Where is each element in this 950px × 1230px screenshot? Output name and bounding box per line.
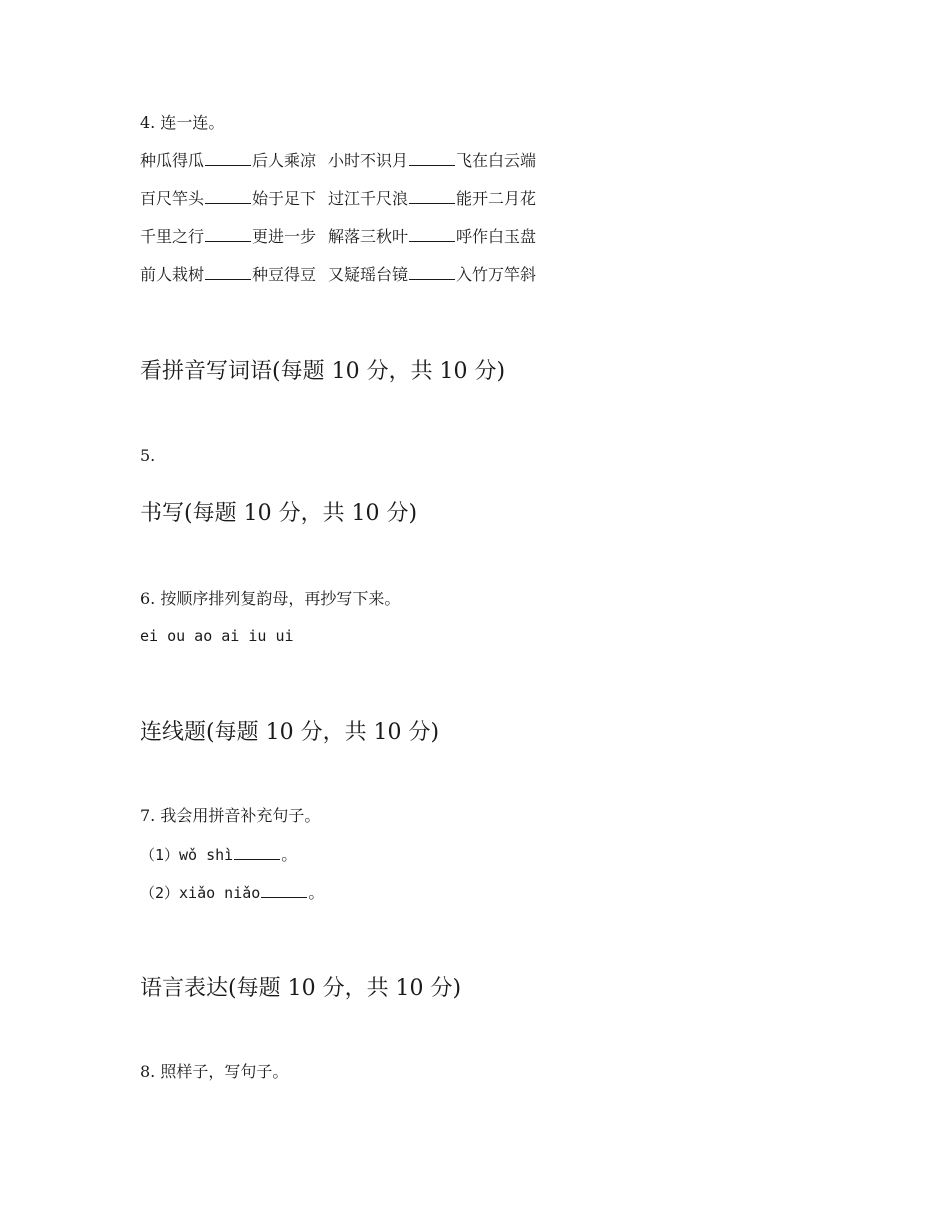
q5-title: 5. [140,446,156,465]
q7-item-2-prompt: （2）xiǎo niǎo [140,884,261,902]
q4-right-pair [328,265,536,285]
q8-title: 8. 照样子，写句子。 [140,1062,289,1081]
q4-right-term: 解落三秋叶 [328,227,409,246]
q4-left-term: 千里之行 [140,227,205,246]
section-heading-expression: 语言表达(每题 10 分，共 10 分) [140,976,462,1001]
q4-right-term: 小时不识月 [328,151,409,170]
q4-left-pair [140,189,316,209]
q4-title: 4. 连一连。 [140,113,225,132]
answer-blank[interactable] [409,151,455,166]
q7-item-2-end: 。 [308,883,325,902]
q6-letters: ei ou ao ai iu ui [140,627,294,645]
q4-row-3 [140,227,536,247]
q4-left-match: 始于足下 [252,189,317,208]
q4-left-match: 后人乘凉 [252,151,317,170]
q4-right-match: 能开二月花 [456,189,537,208]
q7-item-1 [140,845,297,865]
q4-left-pair [140,265,316,285]
answer-blank[interactable] [205,227,251,242]
answer-blank[interactable] [205,189,251,204]
answer-blank[interactable] [409,227,455,242]
q4-right-pair [328,189,536,209]
q4-row-4 [140,265,536,285]
q6-title: 6. 按顺序排列复韵母，再抄写下来。 [140,589,401,608]
answer-blank[interactable] [409,265,455,280]
q4-left-term: 种瓜得瓜 [140,151,205,170]
section-heading-writing: 书写(每题 10 分，共 10 分) [140,501,418,526]
q4-row-1 [140,151,536,171]
section-heading-matching: 连线题(每题 10 分，共 10 分) [140,720,440,745]
q4-left-pair [140,151,316,171]
q4-left-term: 百尺竿头 [140,189,205,208]
answer-blank[interactable] [205,265,251,280]
answer-blank[interactable] [234,845,280,860]
q4-left-match: 更进一步 [252,227,317,246]
q7-item-2 [140,883,324,903]
q4-right-term: 过江千尺浪 [328,189,409,208]
q4-right-match: 呼作白玉盘 [456,227,537,246]
answer-blank[interactable] [409,189,455,204]
q4-right-pair [328,227,536,247]
section-heading-pinyin: 看拼音写词语(每题 10 分，共 10 分) [140,359,506,384]
q4-left-match: 种豆得豆 [252,265,317,284]
q4-left-term: 前人栽树 [140,265,205,284]
answer-blank[interactable] [261,883,307,898]
q4-row-2 [140,189,536,209]
q4-left-pair [140,227,316,247]
q4-right-match: 飞在白云端 [456,151,537,170]
answer-blank[interactable] [205,151,251,166]
q7-title: 7. 我会用拼音补充句子。 [140,806,321,825]
q7-item-1-prompt: （1）wǒ shì [140,846,234,864]
q7-item-1-end: 。 [281,845,298,864]
q4-right-match: 入竹万竿斜 [456,265,537,284]
q4-right-term: 又疑瑶台镜 [328,265,409,284]
q4-right-pair [328,151,536,171]
